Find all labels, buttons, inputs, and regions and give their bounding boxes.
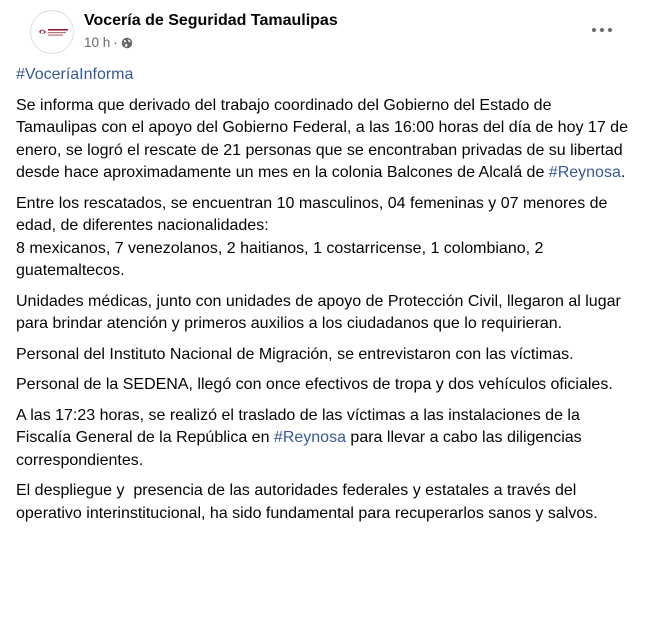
hashtag-voceriainforma[interactable]: #VoceríaInforma	[16, 66, 134, 83]
hashtag-reynosa[interactable]: #Reynosa	[548, 164, 621, 181]
more-options-dot	[608, 28, 612, 32]
paragraph-text: Entre los rescatados, se encuentran 10 masculinos, 04 femeninas y 07 menores de edad, de diferentes nacionalidades:	[16, 194, 608, 234]
more-options-button[interactable]	[586, 18, 618, 42]
page-avatar[interactable]	[30, 10, 74, 54]
post-paragraph	[16, 64, 634, 87]
more-options-icon	[592, 28, 596, 32]
post-paragraph: Unidades médicas, junto con unidades de apoyo de Protección Civil, llegaron al lugar para brindar atención y primeros auxilios a los ciudadanos que lo requirieran.	[16, 292, 621, 332]
globe-icon[interactable]	[121, 37, 133, 49]
post-header	[16, 0, 634, 62]
paragraph-text: Se informa que derivado del trabajo coordinado del Gobierno del Estado de Tamaulipas con el apoyo del Gobierno Federal, a las 16:00 horas del día de hoy 17 de enero, se logró el rescate de 21 personas que se encontraban privadas de su libertad desde hace aproximadamente un mes en la colonia Balcones de Alcalá de	[16, 96, 628, 181]
post-meta	[84, 35, 133, 50]
post-paragraph	[16, 95, 634, 185]
post-paragraph: Personal de la SEDENA, llegó con once efectivos de tropa y dos vehículos oficiales.	[16, 376, 613, 393]
post-timestamp[interactable]: 10 h	[84, 35, 111, 50]
more-options-dot	[600, 28, 604, 32]
meta-separator: ·	[113, 35, 118, 50]
post-body	[16, 64, 634, 525]
voceria-logo-icon	[31, 11, 74, 54]
post-paragraph	[16, 193, 634, 283]
paragraph-text: .	[620, 164, 626, 181]
post-paragraph: El despliegue y presencia de las autoridades federales y estatales a través del operativo interinstitucional, ha sido fundamental para recuperarlos sanos y salvos.	[16, 482, 598, 522]
page-name-link[interactable]: Vocería de Seguridad Tamaulipas	[84, 12, 338, 29]
paragraph-text: A las 17:23 horas, se realizó el traslado de las víctimas a las instalaciones de la Fiscalía General de la República en	[16, 406, 580, 446]
post-paragraph: Personal del Instituto Nacional de Migración, se entrevistaron con las víctimas.	[16, 345, 574, 363]
paragraph-text: 8 mexicanos, 7 venezolanos, 2 haitianos, 1 costarricense, 1 colombiano, 2 guatemaltecos.	[16, 239, 544, 279]
hashtag-reynosa[interactable]: #Reynosa	[273, 429, 346, 446]
post-paragraph	[16, 405, 634, 473]
paragraph-text: para llevar a cabo las diligencias correspondientes.	[16, 429, 582, 469]
